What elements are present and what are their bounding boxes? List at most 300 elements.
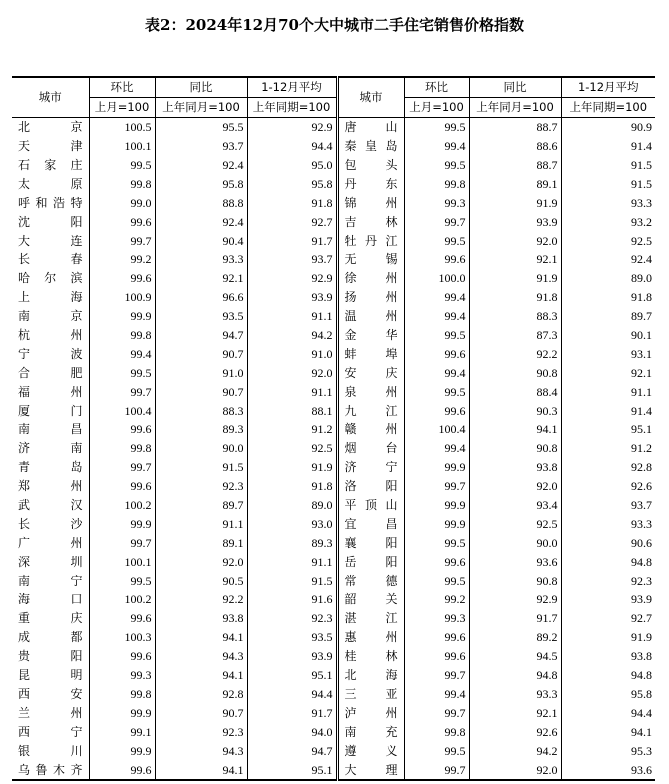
table-row <box>12 156 655 175</box>
yoy-value: 92.8 <box>155 685 247 704</box>
mom-value-right: 99.5 <box>404 382 469 401</box>
city-name-right <box>337 760 404 780</box>
yoy-value: 93.5 <box>155 307 247 326</box>
yoy-value-right: 92.1 <box>469 250 561 269</box>
mom-value-right: 99.3 <box>404 609 469 628</box>
city-name-right <box>337 344 404 363</box>
city-name-right <box>337 590 404 609</box>
mom-value-right: 99.9 <box>404 458 469 477</box>
city-name-right <box>337 666 404 685</box>
table-row <box>12 590 655 609</box>
table-row <box>12 458 655 477</box>
mom-value-right: 99.6 <box>404 647 469 666</box>
yoy-value-right: 92.0 <box>469 231 561 250</box>
table-row <box>12 496 655 515</box>
mom-value: 99.7 <box>89 382 155 401</box>
mom-value-right: 99.5 <box>404 231 469 250</box>
city-label: 西安 <box>18 686 83 701</box>
avg-value: 91.5 <box>247 571 337 590</box>
avg-value-right: 94.8 <box>561 666 655 685</box>
city-name-right <box>337 533 404 552</box>
table-row <box>12 685 655 704</box>
yoy-value: 96.6 <box>155 288 247 307</box>
mom-value-right: 99.4 <box>404 307 469 326</box>
yoy-value: 94.1 <box>155 760 247 780</box>
avg-value-right: 92.8 <box>561 458 655 477</box>
avg-value: 91.8 <box>247 477 337 496</box>
city-label: 乌鲁木齐 <box>18 762 83 777</box>
city-name-right <box>337 382 404 401</box>
city-name <box>12 156 89 175</box>
city-label: 贵阳 <box>18 649 83 664</box>
table-row <box>12 117 655 136</box>
yoy-value: 94.7 <box>155 326 247 345</box>
yoy-value-right: 92.0 <box>469 477 561 496</box>
avg-value-right: 91.2 <box>561 439 655 458</box>
city-label: 南宁 <box>18 573 83 588</box>
yoy-value-right: 92.0 <box>469 760 561 780</box>
yoy-value-right: 92.9 <box>469 590 561 609</box>
table-row <box>12 703 655 722</box>
city-label: 湛江 <box>344 611 398 626</box>
yoy-value-right: 88.6 <box>469 137 561 156</box>
avg-value: 91.6 <box>247 590 337 609</box>
city-label: 无锡 <box>344 252 398 267</box>
header-yoy-right: 同比 <box>469 77 561 97</box>
table-row <box>12 628 655 647</box>
city-label: 烟台 <box>344 441 398 456</box>
table-row <box>12 420 655 439</box>
mom-value-right: 99.5 <box>404 741 469 760</box>
avg-value: 95.0 <box>247 156 337 175</box>
city-label: 济南 <box>18 441 83 456</box>
avg-value-right: 92.7 <box>561 609 655 628</box>
city-name <box>12 514 89 533</box>
city-name-right <box>337 647 404 666</box>
mom-value-right: 99.7 <box>404 212 469 231</box>
yoy-value: 94.1 <box>155 628 247 647</box>
city-name <box>12 344 89 363</box>
mom-value-right: 99.5 <box>404 156 469 175</box>
city-name <box>12 269 89 288</box>
mom-value: 99.9 <box>89 741 155 760</box>
city-name-right <box>337 231 404 250</box>
city-label: 遵义 <box>344 743 398 758</box>
avg-value: 92.0 <box>247 363 337 382</box>
city-label: 成都 <box>18 630 83 645</box>
city-label: 唐山 <box>344 120 398 135</box>
city-name <box>12 722 89 741</box>
city-name <box>12 307 89 326</box>
mom-value: 99.6 <box>89 609 155 628</box>
avg-value-right: 92.6 <box>561 477 655 496</box>
mom-value: 99.8 <box>89 326 155 345</box>
mom-value: 100.2 <box>89 496 155 515</box>
avg-value: 94.2 <box>247 326 337 345</box>
avg-value: 92.9 <box>247 269 337 288</box>
table-row <box>12 363 655 382</box>
avg-value-right: 91.4 <box>561 401 655 420</box>
avg-value-right: 91.4 <box>561 137 655 156</box>
avg-value: 92.5 <box>247 439 337 458</box>
yoy-value: 91.5 <box>155 458 247 477</box>
city-label: 蚌埠 <box>344 346 398 361</box>
city-name-right <box>337 269 404 288</box>
avg-value-right: 93.3 <box>561 193 655 212</box>
yoy-value: 95.8 <box>155 174 247 193</box>
mom-value: 99.5 <box>89 571 155 590</box>
city-label: 福州 <box>18 384 83 399</box>
city-label: 吉林 <box>344 214 398 229</box>
mom-value: 99.9 <box>89 703 155 722</box>
header-mom-right: 环比 <box>404 77 469 97</box>
yoy-value: 88.3 <box>155 401 247 420</box>
mom-value: 99.3 <box>89 666 155 685</box>
table-row <box>12 344 655 363</box>
city-label: 哈尔滨 <box>18 271 83 286</box>
city-label: 岳阳 <box>344 554 398 569</box>
yoy-value: 90.7 <box>155 344 247 363</box>
table-row <box>12 533 655 552</box>
mom-value-right: 99.4 <box>404 137 469 156</box>
city-label: 深圳 <box>18 554 83 569</box>
yoy-value: 89.3 <box>155 420 247 439</box>
city-name <box>12 552 89 571</box>
mom-value: 99.8 <box>89 174 155 193</box>
avg-value: 93.9 <box>247 647 337 666</box>
city-name <box>12 571 89 590</box>
city-label: 郑州 <box>18 479 83 494</box>
table-row <box>12 382 655 401</box>
city-label: 合肥 <box>18 365 83 380</box>
table-row <box>12 666 655 685</box>
yoy-value-right: 94.5 <box>469 647 561 666</box>
city-label: 丹东 <box>344 176 398 191</box>
mom-value: 100.1 <box>89 552 155 571</box>
city-name <box>12 137 89 156</box>
mom-value-right: 99.4 <box>404 363 469 382</box>
avg-value-right: 93.8 <box>561 647 655 666</box>
yoy-value: 92.0 <box>155 552 247 571</box>
yoy-value: 92.1 <box>155 269 247 288</box>
avg-value: 91.0 <box>247 344 337 363</box>
city-name-right <box>337 117 404 136</box>
city-name-right <box>337 741 404 760</box>
header-mom-base: 上月=100 <box>89 97 155 117</box>
city-label: 广州 <box>18 535 83 550</box>
city-name <box>12 363 89 382</box>
yoy-value: 90.5 <box>155 571 247 590</box>
yoy-value: 89.7 <box>155 496 247 515</box>
city-label: 厦门 <box>18 403 83 418</box>
city-name <box>12 250 89 269</box>
yoy-value-right: 92.1 <box>469 703 561 722</box>
city-name-right <box>337 552 404 571</box>
city-name <box>12 666 89 685</box>
avg-value-right: 91.5 <box>561 156 655 175</box>
city-name-right <box>337 288 404 307</box>
avg-value-right: 90.6 <box>561 533 655 552</box>
city-label: 金华 <box>344 328 398 343</box>
avg-value: 89.0 <box>247 496 337 515</box>
city-label: 三亚 <box>344 686 398 701</box>
avg-value: 89.3 <box>247 533 337 552</box>
yoy-value: 92.3 <box>155 722 247 741</box>
city-label: 上海 <box>18 290 83 305</box>
yoy-value: 94.3 <box>155 647 247 666</box>
mom-value-right: 99.6 <box>404 344 469 363</box>
city-name <box>12 590 89 609</box>
header-yoy-base: 上年同月=100 <box>155 97 247 117</box>
city-name <box>12 401 89 420</box>
city-name <box>12 496 89 515</box>
table-row <box>12 571 655 590</box>
city-name-right <box>337 307 404 326</box>
city-label: 徐州 <box>344 271 398 286</box>
city-name-right <box>337 496 404 515</box>
city-name-right <box>337 685 404 704</box>
table-row <box>12 326 655 345</box>
avg-value-right: 93.7 <box>561 496 655 515</box>
avg-value-right: 94.8 <box>561 552 655 571</box>
city-label: 北京 <box>18 120 83 135</box>
city-name-right <box>337 722 404 741</box>
table-row <box>12 741 655 760</box>
table-row <box>12 401 655 420</box>
table-row <box>12 477 655 496</box>
mom-value-right: 99.6 <box>404 250 469 269</box>
yoy-value-right: 89.2 <box>469 628 561 647</box>
mom-value-right: 99.4 <box>404 439 469 458</box>
yoy-value: 88.8 <box>155 193 247 212</box>
mom-value: 100.9 <box>89 288 155 307</box>
city-name <box>12 288 89 307</box>
city-label: 银川 <box>18 743 83 758</box>
city-name-right <box>337 514 404 533</box>
yoy-value-right: 88.4 <box>469 382 561 401</box>
city-name <box>12 231 89 250</box>
header-city: 城市 <box>12 77 89 117</box>
avg-value-right: 91.5 <box>561 174 655 193</box>
city-label: 牡丹江 <box>344 233 398 248</box>
avg-value-right: 92.5 <box>561 231 655 250</box>
city-label: 锦州 <box>344 195 398 210</box>
avg-value-right: 91.8 <box>561 288 655 307</box>
avg-value-right: 91.9 <box>561 628 655 647</box>
mom-value-right: 99.5 <box>404 326 469 345</box>
table-row <box>12 231 655 250</box>
city-label: 扬州 <box>344 290 398 305</box>
mom-value: 99.6 <box>89 647 155 666</box>
city-name-right <box>337 137 404 156</box>
table-row <box>12 609 655 628</box>
city-label: 沈阳 <box>18 214 83 229</box>
yoy-value-right: 88.3 <box>469 307 561 326</box>
yoy-value: 93.3 <box>155 250 247 269</box>
yoy-value: 90.7 <box>155 382 247 401</box>
yoy-value: 92.2 <box>155 590 247 609</box>
yoy-value: 90.0 <box>155 439 247 458</box>
city-name-right <box>337 193 404 212</box>
city-name-right <box>337 420 404 439</box>
avg-value: 91.1 <box>247 552 337 571</box>
city-label: 安庆 <box>344 365 398 380</box>
city-name <box>12 458 89 477</box>
avg-value: 95.8 <box>247 174 337 193</box>
avg-value-right: 92.3 <box>561 571 655 590</box>
city-name <box>12 477 89 496</box>
yoy-value: 93.7 <box>155 137 247 156</box>
city-name-right <box>337 401 404 420</box>
yoy-value-right: 89.1 <box>469 174 561 193</box>
table-row <box>12 269 655 288</box>
avg-value-right: 89.0 <box>561 269 655 288</box>
header-avg-base: 上年同期=100 <box>247 97 337 117</box>
avg-value-right: 92.4 <box>561 250 655 269</box>
yoy-value-right: 92.5 <box>469 514 561 533</box>
city-label: 西宁 <box>18 724 83 739</box>
city-label: 包头 <box>344 158 398 172</box>
city-name <box>12 647 89 666</box>
city-name <box>12 533 89 552</box>
city-name <box>12 174 89 193</box>
city-name <box>12 326 89 345</box>
mom-value-right: 99.3 <box>404 193 469 212</box>
avg-value: 88.1 <box>247 401 337 420</box>
city-label: 宁波 <box>18 346 83 361</box>
avg-value: 91.8 <box>247 193 337 212</box>
city-label: 北海 <box>344 668 398 683</box>
city-label: 九江 <box>344 403 398 418</box>
avg-value: 93.7 <box>247 250 337 269</box>
city-name <box>12 741 89 760</box>
avg-value: 91.1 <box>247 307 337 326</box>
avg-value-right: 93.1 <box>561 344 655 363</box>
city-label: 秦皇岛 <box>344 139 398 154</box>
city-label: 泉州 <box>344 384 398 399</box>
mom-value: 100.2 <box>89 590 155 609</box>
city-name <box>12 685 89 704</box>
yoy-value: 92.4 <box>155 156 247 175</box>
yoy-value: 94.1 <box>155 666 247 685</box>
header-avg-base-right: 上年同期=100 <box>561 97 655 117</box>
table-row <box>12 647 655 666</box>
mom-value-right: 99.4 <box>404 685 469 704</box>
mom-value: 99.4 <box>89 344 155 363</box>
mom-value-right: 99.8 <box>404 174 469 193</box>
city-name-right <box>337 609 404 628</box>
mom-value: 100.1 <box>89 137 155 156</box>
avg-value: 91.2 <box>247 420 337 439</box>
mom-value: 99.6 <box>89 760 155 780</box>
city-name <box>12 212 89 231</box>
mom-value: 99.6 <box>89 212 155 231</box>
city-label: 南京 <box>18 309 83 324</box>
avg-value-right: 93.3 <box>561 514 655 533</box>
mom-value-right: 99.7 <box>404 703 469 722</box>
city-label: 昆明 <box>18 668 83 683</box>
mom-value-right: 99.5 <box>404 571 469 590</box>
mom-value: 99.7 <box>89 231 155 250</box>
yoy-value-right: 88.7 <box>469 117 561 136</box>
yoy-value-right: 88.7 <box>469 156 561 175</box>
avg-value: 91.7 <box>247 231 337 250</box>
yoy-value-right: 93.6 <box>469 552 561 571</box>
table-row <box>12 137 655 156</box>
city-name <box>12 193 89 212</box>
city-label: 济宁 <box>344 460 398 475</box>
city-name <box>12 382 89 401</box>
city-label: 平顶山 <box>344 498 398 513</box>
avg-value: 92.9 <box>247 117 337 136</box>
table-row <box>12 174 655 193</box>
yoy-value: 90.4 <box>155 231 247 250</box>
city-label: 长沙 <box>18 516 83 531</box>
avg-value: 95.1 <box>247 760 337 780</box>
avg-value-right: 93.9 <box>561 590 655 609</box>
mom-value: 100.3 <box>89 628 155 647</box>
table-row <box>12 552 655 571</box>
mom-value-right: 99.5 <box>404 533 469 552</box>
avg-value: 94.4 <box>247 137 337 156</box>
city-name-right <box>337 571 404 590</box>
city-name-right <box>337 212 404 231</box>
yoy-value-right: 93.9 <box>469 212 561 231</box>
city-label: 大连 <box>18 233 83 248</box>
city-label: 南昌 <box>18 422 83 437</box>
price-index-table <box>12 76 655 781</box>
city-label: 重庆 <box>18 611 83 626</box>
yoy-value: 95.5 <box>155 117 247 136</box>
yoy-value: 90.7 <box>155 703 247 722</box>
avg-value: 94.7 <box>247 741 337 760</box>
yoy-value-right: 90.0 <box>469 533 561 552</box>
avg-value: 94.4 <box>247 685 337 704</box>
city-name <box>12 760 89 780</box>
city-label: 襄阳 <box>344 535 398 550</box>
yoy-value-right: 93.4 <box>469 496 561 515</box>
city-name-right <box>337 477 404 496</box>
city-name <box>12 703 89 722</box>
mom-value-right: 99.7 <box>404 477 469 496</box>
yoy-value-right: 93.8 <box>469 458 561 477</box>
yoy-value-right: 87.3 <box>469 326 561 345</box>
city-label: 兰州 <box>18 705 83 720</box>
city-name-right <box>337 458 404 477</box>
yoy-value-right: 93.3 <box>469 685 561 704</box>
avg-value-right: 90.9 <box>561 117 655 136</box>
mom-value: 99.7 <box>89 533 155 552</box>
avg-value: 92.3 <box>247 609 337 628</box>
city-label: 宜昌 <box>344 516 398 531</box>
city-label: 长春 <box>18 252 83 267</box>
avg-value-right: 92.1 <box>561 363 655 382</box>
header-avg-right: 1-12月平均 <box>561 77 655 97</box>
yoy-value-right: 92.2 <box>469 344 561 363</box>
header-yoy-base-right: 上年同月=100 <box>469 97 561 117</box>
mom-value: 99.6 <box>89 420 155 439</box>
table-row <box>12 250 655 269</box>
avg-value-right: 93.2 <box>561 212 655 231</box>
yoy-value: 93.8 <box>155 609 247 628</box>
yoy-value-right: 90.3 <box>469 401 561 420</box>
mom-value: 99.5 <box>89 363 155 382</box>
mom-value-right: 99.6 <box>404 552 469 571</box>
city-label: 赣州 <box>344 422 398 437</box>
mom-value-right: 99.6 <box>404 401 469 420</box>
yoy-value: 92.4 <box>155 212 247 231</box>
city-name <box>12 439 89 458</box>
